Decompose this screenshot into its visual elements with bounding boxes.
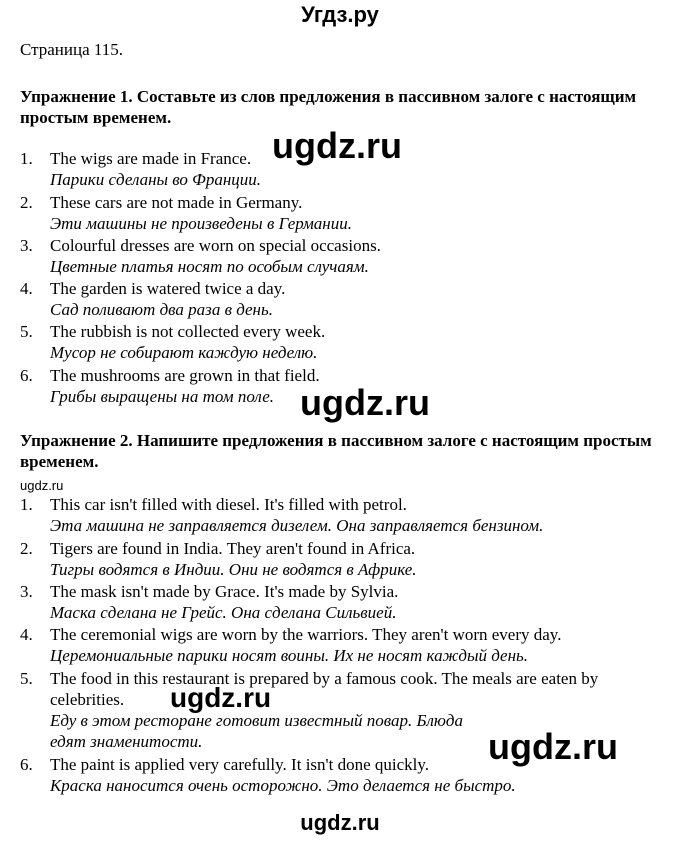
item-translation: Церемониальные парики носят воины. Их не носят каждый день. <box>50 646 529 665</box>
item-english: The ceremonial wigs are worn by the warriors. They aren't worn every day. <box>50 625 562 644</box>
item-english: The food in this restaurant is prepared by a famous cook. The meals are eaten by celebrities. <box>50 669 599 709</box>
site-title: Угдз.ру <box>301 2 379 27</box>
page-number: Страница 115. <box>20 40 124 59</box>
item-translation: Цветные платья носят по особым случаям. <box>50 257 369 276</box>
item-number: 1. <box>20 495 33 514</box>
item-number: 5. <box>20 669 33 688</box>
exercise2-item-4 <box>20 624 665 666</box>
item-number: 6. <box>20 755 33 774</box>
exercise1-item-2 <box>20 192 665 234</box>
item-number: 5. <box>20 322 33 341</box>
item-english: Tigers are found in India. They aren't found in Africa. <box>50 539 416 558</box>
exercise1-item-3 <box>20 235 665 277</box>
item-translation: Эта машина не заправляется дизелем. Она заправляется бензином. <box>50 516 544 535</box>
item-translation: Сад поливают два раза в день. <box>50 300 273 319</box>
item-number: 4. <box>20 625 33 644</box>
item-translation: Эти машины не произведены в Германии. <box>50 214 352 233</box>
item-number: 2. <box>20 539 33 558</box>
item-translation: Мусор не собирают каждую неделю. <box>50 343 318 362</box>
item-english: This car isn't filled with diesel. It's filled with petrol. <box>50 495 407 514</box>
exercise2-item-3 <box>20 581 665 623</box>
item-number: 3. <box>20 582 33 601</box>
exercise2-heading: Упражнение 2. Напишите предложения в пассивном залоге с настоящим простым временем. <box>20 431 652 471</box>
exercise2-item-2 <box>20 538 665 580</box>
item-english: Colourful dresses are worn on special occasions. <box>50 236 381 255</box>
item-english: The paint is applied very carefully. It isn't done quickly. <box>50 755 429 774</box>
item-translation: Краска наносится очень осторожно. Это делается не быстро. <box>50 776 516 795</box>
exercise1-item-4 <box>20 278 665 320</box>
item-number: 6. <box>20 366 33 385</box>
watermark: ugdz.ru <box>272 125 402 166</box>
watermark-small: ugdz.ru <box>20 478 64 493</box>
item-english: The rubbish is not collected every week. <box>50 322 326 341</box>
watermark: ugdz.ru <box>488 726 618 767</box>
exercise1-item-5 <box>20 321 665 363</box>
item-translation: Грибы выращены на том поле. <box>50 387 275 406</box>
item-translation: Парики сделаны во Франции. <box>50 170 262 189</box>
item-number: 3. <box>20 236 33 255</box>
item-english: The mushrooms are grown in that field. <box>50 366 320 385</box>
item-number: 1. <box>20 149 33 168</box>
exercise2-item-1 <box>20 494 665 536</box>
item-english: The garden is watered twice a day. <box>50 279 286 298</box>
item-number: 2. <box>20 193 33 212</box>
footer-watermark: ugdz.ru <box>300 810 380 835</box>
watermark: ugdz.ru <box>170 682 272 713</box>
exercise1-heading: Упражнение 1. Составьте из слов предложения в пассивном залоге с настоящим простым временем. <box>20 87 637 127</box>
item-translation: Тигры водятся в Индии. Они не водятся в Африке. <box>50 560 417 579</box>
item-english: The mask isn't made by Grace. It's made by Sylvia. <box>50 582 399 601</box>
item-translation: Еду в этом ресторане готовит известный повар. Блюда едят знаменитости. <box>50 711 464 751</box>
item-translation: Маска сделана не Грейс. Она сделана Сильвией. <box>50 603 397 622</box>
watermark: ugdz.ru <box>300 382 430 423</box>
item-english: These cars are not made in Germany. <box>50 193 303 212</box>
item-english: The wigs are made in France. <box>50 149 252 168</box>
item-number: 4. <box>20 279 33 298</box>
